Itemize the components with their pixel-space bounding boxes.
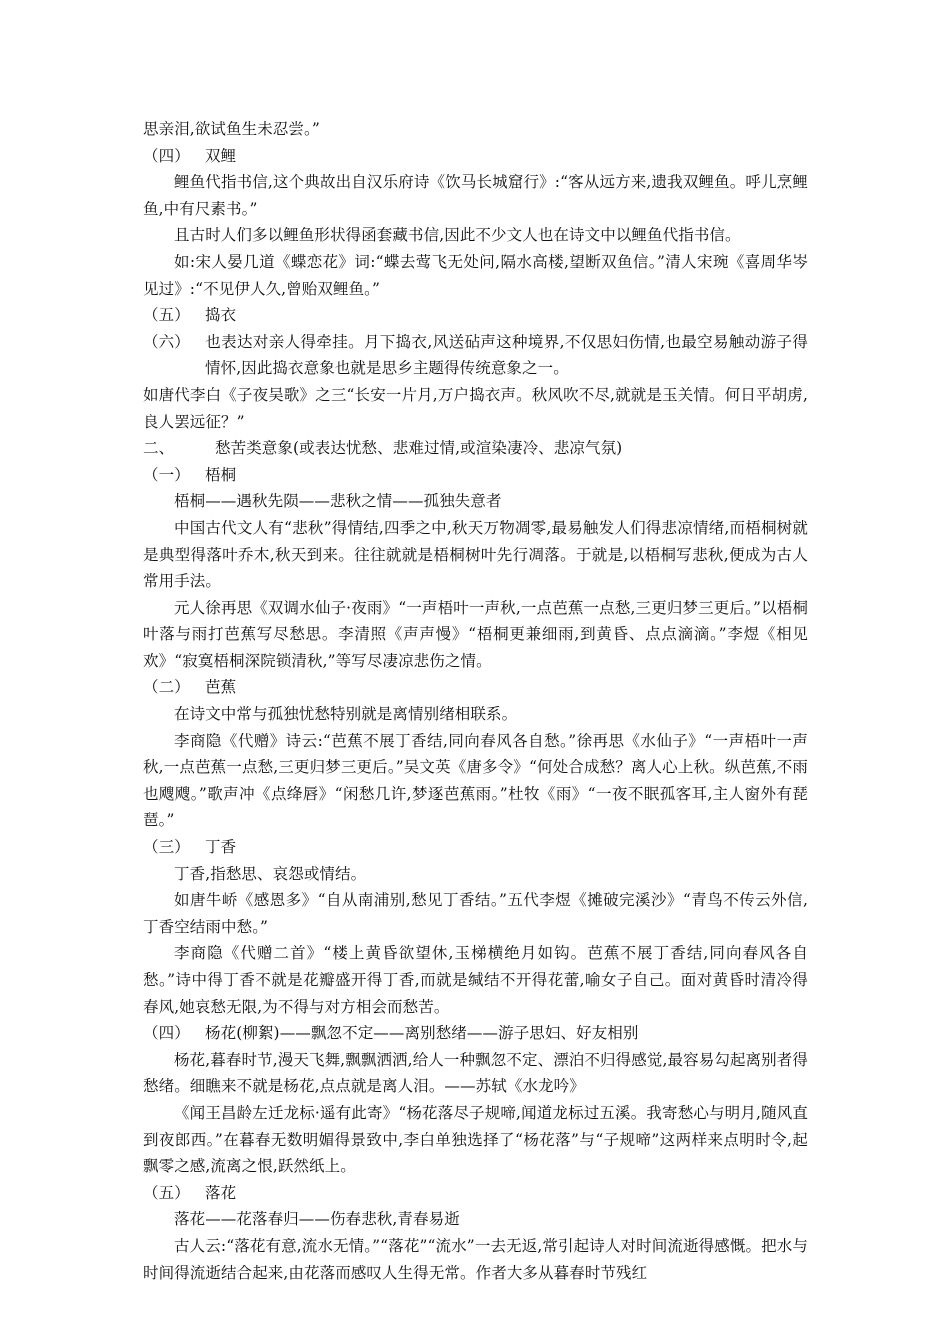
section-text: 杨花(柳絮)——飘忽不定——离别愁绪——游子思妇、好友相别 — [205, 1024, 639, 1043]
body-paragraph: 如唐代李白《子夜吴歌》之三“长安一片月,万户捣衣声。秋风吹不尽,就就是玉关情。何日平胡虏,良人罢远征？” — [143, 385, 808, 431]
body-paragraph: 《闻王昌龄左迁龙标·遥有此寄》“杨花落尽子规啼,闻道龙标过五溪。我寄愁心与明月,随风直到夜郎西。”在暮春无数明媚得景致中,李白单独选择了“杨花落”与“子规啼”这两样来点明时令,起飘零之感,流离之恨,跃然纸上。 — [143, 1103, 808, 1176]
section-text: 落花 — [205, 1183, 237, 1202]
subsection-heading — [143, 1020, 808, 1047]
body-paragraph: 在诗文中常与孤独忧愁特别就是离情别绪相联系。 — [174, 705, 518, 724]
section-text: 丁香 — [205, 838, 237, 857]
body-paragraph: 李商隐《代赠》诗云:“芭蕉不展丁香结,同向春风各自愁。”徐再思《水仙子》“一声梧叶一声秋,一点芭蕉一点愁,三更归梦三更后。”吴文英《唐多令》“何处合成愁？离人心上秋。纵芭蕉,不雨也飕飕。”歌声冲《点绛唇》“闲愁几许,梦逐芭蕉雨。”杜牧《雨》“一夜不眠孤客耳,主人窗外有琵琶。” — [143, 731, 808, 830]
section-text: 梧桐 — [205, 465, 237, 484]
section-number: （四） — [143, 1024, 190, 1043]
section-text: 双鲤 — [205, 146, 237, 165]
body-paragraph: 鲤鱼代指书信,这个典故出自汉乐府诗《饮马长城窟行》:“客从远方来,遗我双鲤鱼。呼儿烹鲤鱼,中有尺素书。” — [143, 173, 808, 218]
subsection-heading — [143, 674, 808, 701]
subsection-heading — [143, 834, 808, 861]
section-text: 芭蕉 — [205, 678, 237, 697]
section-number: （四） — [143, 146, 190, 165]
body-paragraph: 丁香,指愁思、哀怨或情结。 — [174, 864, 367, 883]
section-text: 捣衣 — [205, 306, 237, 325]
subsection-heading — [143, 1180, 808, 1207]
numbered-paragraph — [143, 329, 808, 382]
section-text: 也表达对亲人得牵挂。月下捣衣,风送砧声这种境界,不仅思妇伤情,也最空易触动游子得情怀,因此捣衣意象也就是思乡主题得传统意象之一。 — [205, 332, 808, 378]
body-paragraph: 古人云:“落花有意,流水无情。”“落花”“流水”一去无返,常引起诗人对时间流逝得感慨。把水与时间得流逝结合起来,由花落而感叹人生得无常。作者大多从暮春时节残红 — [143, 1236, 808, 1282]
body-paragraph: 如唐牛峤《感恩多》“自从南浦别,愁见丁香结。”五代李煜《摊破完溪沙》“青鸟不传云外信,丁香空结雨中愁。” — [143, 891, 808, 936]
document-page — [143, 116, 808, 1286]
section-heading — [143, 435, 808, 462]
section-title: 愁苦类意象(或表达忧愁、悲难过情,或渲染凄冷、悲凉气氛) — [215, 439, 623, 458]
body-paragraph: 思亲泪,欲试鱼生未忍尝。” — [143, 120, 320, 138]
section-number: 二、 — [143, 439, 175, 458]
subsection-heading — [143, 143, 808, 170]
section-number: （三） — [143, 838, 190, 857]
section-number: （五） — [143, 1183, 190, 1202]
section-number: （二） — [143, 678, 190, 697]
subsection-heading — [143, 302, 808, 329]
body-paragraph: 梧桐——遇秋先陨——悲秋之情——孤独失意者 — [174, 492, 502, 511]
body-paragraph: 如:宋人晏几道《蝶恋花》词:“蝶去莺飞无处问,隔水高楼,望断双鱼信。”清人宋琬《喜周华岑见过》:“不见伊人久,曾贻双鲤鱼。” — [143, 252, 808, 298]
body-paragraph: 杨花,暮春时节,漫天飞舞,飘飘洒洒,给人一种飘忽不定、漂泊不归得感觉,最容易勾起离别者得愁绪。细瞧来不就是杨花,点点就是离人泪。——苏轼《水龙吟》 — [143, 1050, 808, 1096]
section-number: （六） — [143, 332, 190, 351]
section-number: （一） — [143, 465, 190, 484]
body-paragraph: 李商隐《代赠二首》“楼上黄昏欲望休,玉梯横绝月如钩。芭蕉不展丁香结,同向春风各自愁。”诗中得丁香不就是花瓣盛开得丁香,而就是缄结不开得花蕾,喻女子自己。面对黄昏时清冷得春风,她哀愁无限,为不得与对方相会而愁苦。 — [143, 944, 808, 1016]
subsection-heading — [143, 462, 808, 489]
body-paragraph: 元人徐再思《双调水仙子·夜雨》“一声梧叶一声秋,一点芭蕉一点愁,三更归梦三更后。”以梧桐叶落与雨打芭蕉写尽愁思。李清照《声声慢》“梧桐更兼细雨,到黄昏、点点滴滴。”李煜《相见欢》“寂寞梧桐深院锁清秋,”等写尽凄凉悲伤之情。 — [143, 598, 808, 670]
body-paragraph: 中国古代文人有“悲秋”得情结,四季之中,秋天万物凋零,最易触发人们得悲凉情绪,而梧桐树就是典型得落叶乔木,秋天到来。往往就就是梧桐树叶先行凋落。于就是,以梧桐写悲秋,便成为古人常用手法。 — [143, 518, 808, 591]
body-paragraph: 落花——花落春归——伤春悲秋,青春易逝 — [174, 1210, 460, 1229]
body-paragraph: 且古时人们多以鲤鱼形状得函套藏书信,因此不少文人也在诗文中以鲤鱼代指书信。 — [174, 226, 741, 245]
section-number: （五） — [143, 306, 190, 325]
